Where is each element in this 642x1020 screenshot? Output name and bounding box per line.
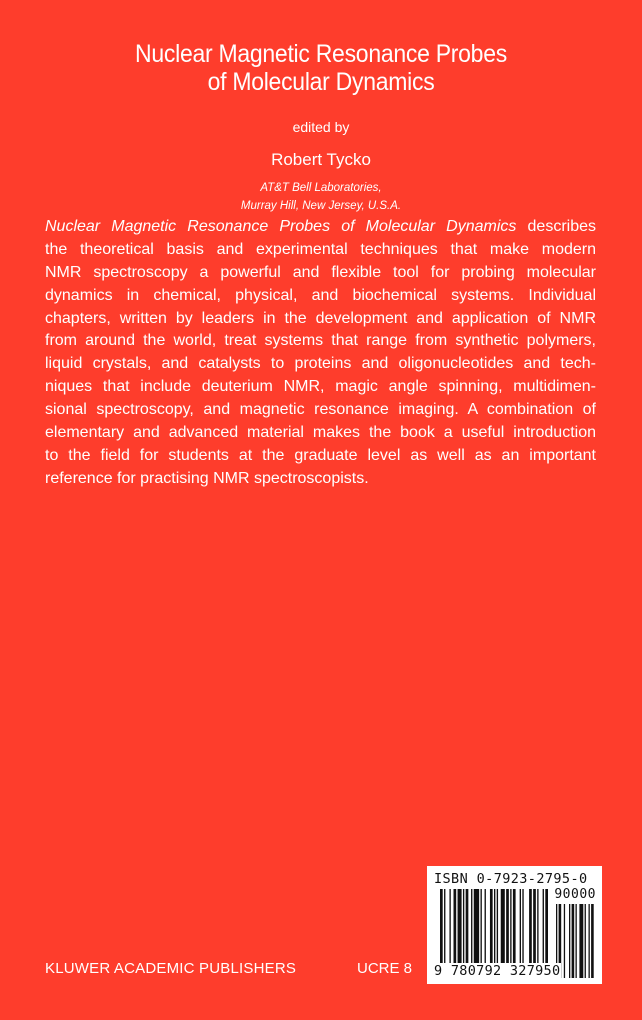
- barcode-bar: [474, 889, 479, 963]
- barcode-bar: [501, 889, 505, 963]
- barcode-addon-bar: [569, 904, 570, 978]
- barcode-bar: [522, 889, 523, 963]
- description-line: liquid crystals, and catalysts to proteins and oligonucleotides and tech-: [45, 355, 596, 373]
- description-line: dynamics in chemical, physical, and biochemical systems. Individual: [45, 286, 596, 304]
- description-line: to the field for students at the graduate level as well as an important: [45, 446, 596, 464]
- barcode-addon-bar: [576, 904, 577, 978]
- description-line: from around the world, treat systems that range from synthetic polymers,: [45, 332, 596, 350]
- barcode-bar: [497, 889, 498, 963]
- description-line1-rest: describes: [516, 218, 596, 235]
- description-line: [45, 216, 596, 239]
- barcode-bar: [537, 889, 538, 963]
- barcode-addon-bar: [589, 904, 590, 978]
- editor-affiliation: [0, 179, 642, 215]
- description-line: niques that include deuterium NMR, magic angle spinning, multidimen-: [45, 378, 596, 396]
- barcode-bar: [463, 889, 464, 963]
- barcode-bar: [494, 889, 495, 963]
- barcode-bar: [513, 889, 516, 963]
- barcode-bar: [466, 889, 469, 963]
- barcode-bar: [490, 889, 493, 963]
- barcode-addon-bar: [572, 904, 575, 978]
- barcode-bar: [471, 889, 472, 963]
- title-line-1: Nuclear Magnetic Resonance Probes: [135, 40, 507, 68]
- barcode-bar: [458, 889, 462, 963]
- title-line-2: of Molecular Dynamics: [207, 68, 435, 96]
- description-line: chapters, written by leaders in the development and application of NMR: [45, 309, 596, 327]
- description-line: NMR spectroscopy a powerful and flexible tool for probing molecular: [45, 263, 596, 281]
- barcode-bar: [440, 889, 443, 963]
- description-line: sional spectroscopy, and magnetic resonance imaging. A combination of: [45, 401, 596, 419]
- description-line: elementary and advanced material makes the book a useful introduction: [45, 424, 596, 442]
- barcode-bar: [520, 889, 521, 963]
- publisher-name: KLUWER ACADEMIC PUBLISHERS: [45, 960, 297, 977]
- barcode-bar: [529, 889, 532, 963]
- description-line: reference for practising NMR spectroscopists.: [45, 469, 369, 487]
- editor-name: Robert Tycko: [271, 150, 371, 169]
- barcode-bar: [510, 889, 511, 963]
- barcode-bar: [506, 889, 509, 963]
- barcode-bar: [543, 889, 544, 963]
- book-title: [26, 40, 617, 96]
- barcode-addon-bar: [585, 904, 586, 978]
- description-book-title: Nuclear Magnetic Resonance Probes of Molecular Dynamics: [45, 218, 517, 235]
- ean-number: 9 780792 327950: [434, 963, 561, 979]
- barcode-bar: [449, 889, 450, 963]
- price-addon-number: 90000: [554, 887, 596, 902]
- barcode-addon-bar: [564, 904, 565, 978]
- barcode-bar: [454, 889, 457, 963]
- barcode-addon-bar: [579, 904, 583, 978]
- affiliation-line-2: Murray Hill, New Jersey, U.S.A.: [240, 200, 402, 212]
- isbn-number: ISBN 0-7923-2795-0: [434, 871, 588, 887]
- isbn-barcode: [427, 866, 602, 984]
- affiliation-line-1: AT&T Bell Laboratories,: [260, 182, 382, 194]
- barcode-bar: [533, 889, 536, 963]
- barcode-bar: [485, 889, 486, 963]
- series-code: UCRE 8: [357, 960, 413, 977]
- barcode-bar: [481, 889, 482, 963]
- description-line: the theoretical basis and experimental techniques that make modern: [45, 240, 596, 258]
- barcode-addon-bar: [591, 904, 594, 978]
- edited-by-label: edited by: [292, 119, 350, 135]
- barcode-bar: [545, 889, 548, 963]
- barcode-bar: [444, 889, 445, 963]
- book-description: [45, 216, 596, 491]
